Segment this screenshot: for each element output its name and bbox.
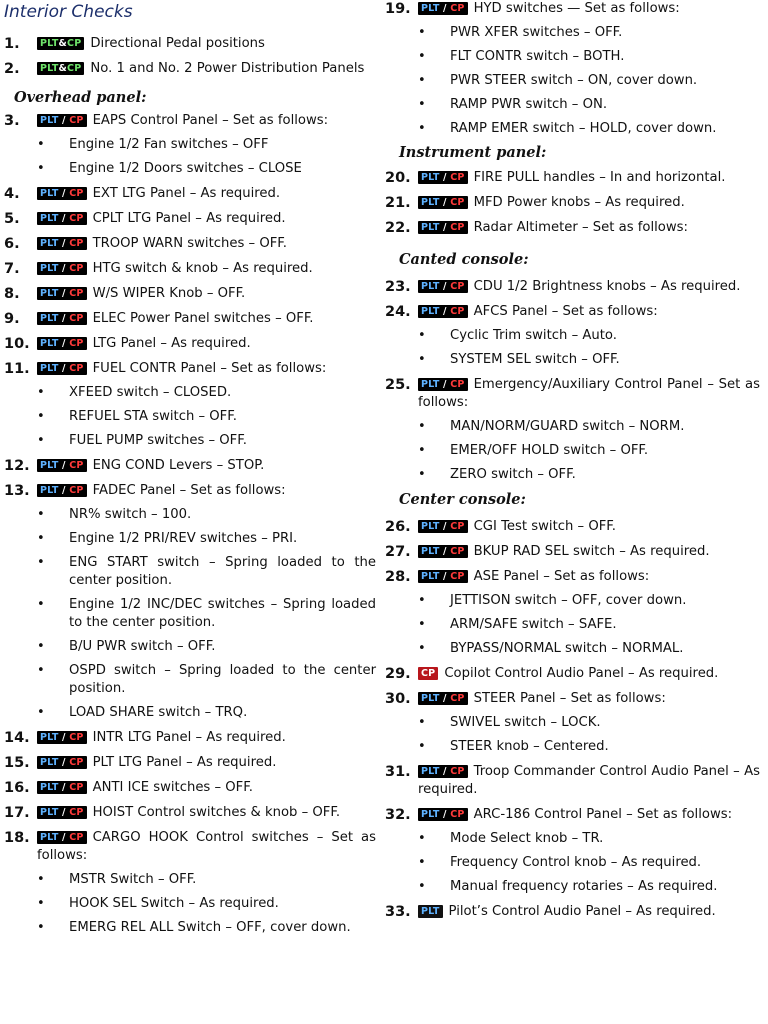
plt-cp-badge: PLT / CP xyxy=(37,312,87,325)
item-line xyxy=(418,903,760,921)
item-text: CGI Test switch – OFF. xyxy=(473,519,616,534)
checklist-item xyxy=(4,285,376,303)
sub-list xyxy=(385,24,760,138)
sub-item-text: • SYSTEM SEL switch – OFF. xyxy=(450,352,620,367)
sub-item-text: • Cyclic Trim switch – Auto. xyxy=(450,328,617,343)
sub-list-item xyxy=(385,738,760,756)
plt-cp-badge: PLT&CP xyxy=(37,37,84,50)
checklist-item xyxy=(385,903,760,921)
checklist-item xyxy=(385,0,760,138)
item-text: MFD Power knobs – As required. xyxy=(473,195,685,210)
item-text: TROOP WARN switches – OFF. xyxy=(92,236,287,251)
item-line xyxy=(37,60,376,78)
sub-item-text: • FUEL PUMP switches – OFF. xyxy=(69,433,247,448)
plt-cp-badge: PLT / CP xyxy=(37,756,87,769)
item-number: 11. xyxy=(4,361,30,377)
plt-cp-badge: PLT / CP xyxy=(418,545,468,558)
sub-list-item xyxy=(385,714,760,732)
plt-cp-badge: PLT / CP xyxy=(418,808,468,821)
item-text: ENG COND Levers – STOP. xyxy=(92,458,265,473)
plt-cp-badge: PLT / CP xyxy=(37,337,87,350)
item-line xyxy=(418,169,760,187)
item-text: CPLT LTG Panel – As required. xyxy=(92,211,286,226)
item-text: HTG switch & knob – As required. xyxy=(92,261,313,276)
sub-list xyxy=(385,830,760,896)
item-line xyxy=(37,754,376,772)
item-line xyxy=(418,806,760,824)
item-body xyxy=(37,185,376,203)
item-line xyxy=(418,518,760,536)
checklist-item xyxy=(385,568,760,658)
item-body xyxy=(37,804,376,822)
sub-item-text: • SWIVEL switch – LOCK. xyxy=(450,715,601,730)
item-body xyxy=(418,665,760,683)
checklist-item xyxy=(385,806,760,896)
sub-list-item xyxy=(4,408,376,426)
sub-list-item xyxy=(385,830,760,848)
sub-list-item xyxy=(385,592,760,610)
checklist-group xyxy=(385,278,760,484)
checklist-group xyxy=(385,169,760,237)
sub-item-text: • MAN/NORM/GUARD switch – NORM. xyxy=(450,419,685,434)
sub-item-text: • Manual frequency rotaries – As required. xyxy=(450,879,718,894)
sub-list xyxy=(385,714,760,756)
sub-list-item xyxy=(385,327,760,345)
sub-item-text: • MSTR Switch – OFF. xyxy=(69,872,197,887)
item-line xyxy=(418,219,760,237)
item-number: 2. xyxy=(4,61,20,77)
item-line xyxy=(37,482,376,500)
item-text: ANTI ICE switches – OFF. xyxy=(92,780,253,795)
checklist-item xyxy=(4,235,376,253)
section-heading-instrument: Instrument panel: xyxy=(399,144,547,161)
sub-item-text: • XFEED switch – CLOSED. xyxy=(69,385,232,400)
checklist-item xyxy=(4,112,376,178)
item-text: Emergency/Auxiliary Control Panel – Set as follows: xyxy=(418,377,760,410)
item-body xyxy=(37,335,376,353)
item-text: BKUP RAD SEL switch – As required. xyxy=(473,544,710,559)
sub-list xyxy=(4,384,376,450)
sub-list-item xyxy=(385,96,760,114)
sub-list xyxy=(4,136,376,178)
checklist-item xyxy=(4,60,376,78)
plt-cp-badge: PLT / CP xyxy=(418,221,468,234)
sub-item-text: • HOOK SEL Switch – As required. xyxy=(69,896,279,911)
plt-cp-badge: PLT / CP xyxy=(37,237,87,250)
sub-list xyxy=(385,327,760,369)
sub-list-item xyxy=(4,160,376,178)
cp-badge: CP xyxy=(418,667,438,680)
item-line xyxy=(37,35,376,53)
item-body xyxy=(418,219,760,237)
plt-cp-badge: PLT&CP xyxy=(37,62,84,75)
item-number: 3. xyxy=(4,113,20,129)
sub-item-text: • Engine 1/2 Doors switches – CLOSE xyxy=(69,161,302,176)
plt-cp-badge: PLT / CP xyxy=(37,212,87,225)
item-text: No. 1 and No. 2 Power Distribution Panels xyxy=(90,61,365,76)
plt-cp-badge: PLT / CP xyxy=(418,305,468,318)
item-body xyxy=(37,829,376,937)
item-body xyxy=(418,763,760,799)
sub-list-item xyxy=(4,384,376,402)
sub-list-item xyxy=(4,506,376,524)
section-heading-canted: Canted console: xyxy=(399,251,529,268)
item-body xyxy=(37,729,376,747)
sub-item-text: • REFUEL STA switch – OFF. xyxy=(69,409,237,424)
plt-cp-badge: PLT / CP xyxy=(418,692,468,705)
item-number: 30. xyxy=(385,691,411,707)
item-body xyxy=(418,568,760,658)
item-number: 16. xyxy=(4,780,30,796)
item-body xyxy=(418,903,760,921)
item-body xyxy=(418,518,760,536)
sub-list-item xyxy=(4,638,376,656)
checklist-item xyxy=(4,210,376,228)
item-line xyxy=(37,260,376,278)
sub-list-item xyxy=(385,878,760,896)
plt-cp-badge: PLT / CP xyxy=(37,731,87,744)
checklist-item xyxy=(385,665,760,683)
checklist-item xyxy=(385,303,760,369)
item-number: 14. xyxy=(4,730,30,746)
sub-item-text: • Engine 1/2 INC/DEC switches – Spring loaded to the center position. xyxy=(69,597,376,630)
plt-cp-badge: PLT / CP xyxy=(37,287,87,300)
sub-item-text: • EMER/OFF HOLD switch – OFF. xyxy=(450,443,649,458)
item-line xyxy=(37,360,376,378)
checklist-item xyxy=(385,278,760,296)
item-text: Copilot Control Audio Panel – As required. xyxy=(444,666,719,681)
sub-list-item xyxy=(385,351,760,369)
sub-item-text: • BYPASS/NORMAL switch – NORMAL. xyxy=(450,641,684,656)
checklist-item xyxy=(385,194,760,212)
item-text: CARGO HOOK Control switches – Set as follows: xyxy=(37,830,376,863)
sub-item-text: • RAMP EMER switch – HOLD, cover down. xyxy=(450,121,717,136)
sub-item-text: • FLT CONTR switch – BOTH. xyxy=(450,49,625,64)
item-body xyxy=(37,35,376,53)
sub-list-item xyxy=(4,919,376,937)
plt-cp-badge: PLT / CP xyxy=(37,781,87,794)
sub-list xyxy=(4,506,376,722)
checklist-item xyxy=(4,335,376,353)
checklist-item xyxy=(4,457,376,475)
item-line xyxy=(418,0,760,18)
item-number: 8. xyxy=(4,286,20,302)
checklist-item xyxy=(4,360,376,450)
item-number: 9. xyxy=(4,311,20,327)
item-line xyxy=(37,210,376,228)
plt-cp-badge: PLT / CP xyxy=(418,2,468,15)
item-text: EXT LTG Panel – As required. xyxy=(92,186,281,201)
item-line xyxy=(418,665,760,683)
sub-item-text: • OSPD switch – Spring loaded to the center position. xyxy=(69,663,376,696)
sub-list-item xyxy=(385,418,760,436)
plt-cp-badge: PLT / CP xyxy=(37,806,87,819)
sub-list xyxy=(385,418,760,484)
item-body xyxy=(418,194,760,212)
plt-cp-badge: PLT / CP xyxy=(37,831,87,844)
sub-item-text: • PWR XFER switches – OFF. xyxy=(450,25,623,40)
checklist-group xyxy=(385,518,760,921)
item-text: LTG Panel – As required. xyxy=(92,336,251,351)
item-body xyxy=(418,0,760,138)
sub-list-item xyxy=(385,24,760,42)
sub-item-text: • ZERO switch – OFF. xyxy=(450,467,576,482)
sub-list-item xyxy=(4,596,376,632)
sub-list-item xyxy=(4,554,376,590)
item-number: 22. xyxy=(385,220,411,236)
item-text: PLT LTG Panel – As required. xyxy=(92,755,277,770)
item-line xyxy=(418,690,760,708)
checklist-group xyxy=(4,35,376,78)
checklist-item xyxy=(385,518,760,536)
checklist-item xyxy=(4,35,376,53)
item-number: 15. xyxy=(4,755,30,771)
item-body xyxy=(37,285,376,303)
sub-list-item xyxy=(385,854,760,872)
plt-cp-badge: PLT / CP xyxy=(418,196,468,209)
item-text: ASE Panel – Set as follows: xyxy=(473,569,650,584)
sub-item-text: • Engine 1/2 Fan switches – OFF xyxy=(69,137,269,152)
item-line xyxy=(37,185,376,203)
checklist-item xyxy=(385,543,760,561)
item-text: FUEL CONTR Panel – Set as follows: xyxy=(92,361,327,376)
checklist-group xyxy=(385,0,760,138)
item-body xyxy=(418,806,760,896)
item-line xyxy=(37,235,376,253)
item-line xyxy=(418,763,760,799)
item-number: 5. xyxy=(4,211,20,227)
sub-item-text: • Mode Select knob – TR. xyxy=(450,831,604,846)
item-text: Radar Altimeter – Set as follows: xyxy=(473,220,688,235)
item-body xyxy=(37,482,376,722)
sub-item-text: • STEER knob – Centered. xyxy=(450,739,609,754)
sub-item-text: • ENG START switch – Spring loaded to the center position. xyxy=(69,555,376,588)
checklist-item xyxy=(4,729,376,747)
sub-item-text: • LOAD SHARE switch – TRQ. xyxy=(69,705,248,720)
plt-badge: PLT xyxy=(418,905,443,918)
sub-item-text: • JETTISON switch – OFF, cover down. xyxy=(450,593,687,608)
item-number: 7. xyxy=(4,261,20,277)
item-line xyxy=(37,457,376,475)
checklist-group xyxy=(4,112,376,937)
plt-cp-badge: PLT / CP xyxy=(37,262,87,275)
sub-item-text: • ARM/SAFE switch – SAFE. xyxy=(450,617,617,632)
checklist-item xyxy=(385,169,760,187)
item-body xyxy=(418,169,760,187)
item-text: HYD switches — Set as follows: xyxy=(473,1,680,16)
item-body xyxy=(37,60,376,78)
item-number: 27. xyxy=(385,544,411,560)
item-number: 1. xyxy=(4,36,20,52)
plt-cp-badge: PLT / CP xyxy=(418,280,468,293)
checklist-item xyxy=(4,185,376,203)
item-number: 28. xyxy=(385,569,411,585)
plt-cp-badge: PLT / CP xyxy=(37,459,87,472)
item-line xyxy=(37,779,376,797)
item-body xyxy=(37,210,376,228)
sub-list-item xyxy=(385,72,760,90)
item-text: Directional Pedal positions xyxy=(90,36,265,51)
item-line xyxy=(418,303,760,321)
item-line xyxy=(418,568,760,586)
item-text: STEER Panel – Set as follows: xyxy=(473,691,666,706)
sub-item-text: • EMERG REL ALL Switch – OFF, cover down. xyxy=(69,920,351,935)
item-number: 23. xyxy=(385,279,411,295)
item-text: INTR LTG Panel – As required. xyxy=(92,730,286,745)
plt-cp-badge: PLT / CP xyxy=(418,520,468,533)
item-body xyxy=(37,360,376,450)
item-number: 32. xyxy=(385,807,411,823)
sub-list-item xyxy=(385,442,760,460)
item-body xyxy=(418,303,760,369)
checklist-item xyxy=(4,829,376,937)
checklist-item xyxy=(385,376,760,484)
sub-item-text: • NR% switch – 100. xyxy=(69,507,192,522)
checklist-item xyxy=(4,260,376,278)
item-text: EAPS Control Panel – Set as follows: xyxy=(92,113,329,128)
item-number: 4. xyxy=(4,186,20,202)
sub-list-item xyxy=(4,432,376,450)
item-line xyxy=(418,194,760,212)
item-number: 33. xyxy=(385,904,411,920)
item-line xyxy=(37,729,376,747)
checklist-item xyxy=(4,779,376,797)
item-text: Troop Commander Control Audio Panel – As required. xyxy=(418,764,760,797)
sub-item-text: • Engine 1/2 PRI/REV switches – PRI. xyxy=(69,531,298,546)
sub-list-item xyxy=(385,466,760,484)
item-number: 25. xyxy=(385,377,411,393)
left-column xyxy=(4,0,376,937)
item-line xyxy=(418,278,760,296)
sub-list-item xyxy=(4,530,376,548)
sub-list-item xyxy=(4,871,376,889)
item-text: FIRE PULL handles – In and horizontal. xyxy=(473,170,726,185)
plt-cp-badge: PLT / CP xyxy=(418,570,468,583)
item-line xyxy=(37,829,376,865)
plt-cp-badge: PLT / CP xyxy=(37,114,87,127)
plt-cp-badge: PLT / CP xyxy=(418,171,468,184)
item-body xyxy=(37,457,376,475)
section-heading-center: Center console: xyxy=(399,491,526,508)
item-number: 10. xyxy=(4,336,30,352)
item-body xyxy=(418,543,760,561)
item-number: 24. xyxy=(385,304,411,320)
item-body xyxy=(37,260,376,278)
item-body xyxy=(37,754,376,772)
item-number: 17. xyxy=(4,805,30,821)
item-number: 31. xyxy=(385,764,411,780)
item-line xyxy=(37,804,376,822)
item-number: 12. xyxy=(4,458,30,474)
item-body xyxy=(37,779,376,797)
sub-item-text: • Frequency Control knob – As required. xyxy=(450,855,702,870)
item-body xyxy=(418,690,760,756)
checklist-item xyxy=(4,754,376,772)
item-number: 21. xyxy=(385,195,411,211)
item-text: ARC-186 Control Panel – Set as follows: xyxy=(473,807,733,822)
sub-list xyxy=(4,871,376,937)
item-text: Pilot’s Control Audio Panel – As required. xyxy=(448,904,716,919)
item-number: 29. xyxy=(385,666,411,682)
item-number: 26. xyxy=(385,519,411,535)
item-text: ELEC Power Panel switches – OFF. xyxy=(92,311,314,326)
item-number: 13. xyxy=(4,483,30,499)
item-text: FADEC Panel – Set as follows: xyxy=(92,483,286,498)
sub-list-item xyxy=(4,136,376,154)
sub-list-item xyxy=(385,640,760,658)
item-number: 20. xyxy=(385,170,411,186)
plt-cp-badge: PLT / CP xyxy=(418,378,468,391)
sub-item-text: • RAMP PWR switch – ON. xyxy=(450,97,608,112)
item-line xyxy=(37,310,376,328)
plt-cp-badge: PLT / CP xyxy=(37,484,87,497)
item-line xyxy=(418,543,760,561)
right-column xyxy=(385,0,760,921)
checklist-item xyxy=(385,219,760,237)
plt-cp-badge: PLT / CP xyxy=(418,765,468,778)
item-line xyxy=(37,112,376,130)
checklist-item xyxy=(385,763,760,799)
item-line xyxy=(37,335,376,353)
sub-list-item xyxy=(4,704,376,722)
plt-cp-badge: PLT / CP xyxy=(37,187,87,200)
checklist-item xyxy=(385,690,760,756)
item-text: CDU 1/2 Brightness knobs – As required. xyxy=(473,279,741,294)
item-body xyxy=(418,376,760,484)
plt-cp-badge: PLT / CP xyxy=(37,362,87,375)
item-number: 6. xyxy=(4,236,20,252)
item-line xyxy=(37,285,376,303)
sub-item-text: • B/U PWR switch – OFF. xyxy=(69,639,216,654)
item-text: W/S WIPER Knob – OFF. xyxy=(92,286,246,301)
item-body xyxy=(418,278,760,296)
sub-item-text: • PWR STEER switch – ON, cover down. xyxy=(450,73,698,88)
item-line xyxy=(418,376,760,412)
sub-list-item xyxy=(4,895,376,913)
checklist-item xyxy=(4,804,376,822)
sub-list xyxy=(385,592,760,658)
checklist-item xyxy=(4,310,376,328)
item-body xyxy=(37,112,376,178)
item-text: HOIST Control switches & knob – OFF. xyxy=(92,805,341,820)
item-body xyxy=(37,235,376,253)
page-title: Interior Checks xyxy=(4,2,133,22)
item-number: 18. xyxy=(4,830,30,846)
sub-list-item xyxy=(385,120,760,138)
section-heading-overhead: Overhead panel: xyxy=(14,89,147,106)
item-text: AFCS Panel – Set as follows: xyxy=(473,304,658,319)
sub-list-item xyxy=(4,662,376,698)
checklist-item xyxy=(4,482,376,722)
item-body xyxy=(37,310,376,328)
sub-list-item xyxy=(385,48,760,66)
sub-list-item xyxy=(385,616,760,634)
item-number: 19. xyxy=(385,1,411,17)
